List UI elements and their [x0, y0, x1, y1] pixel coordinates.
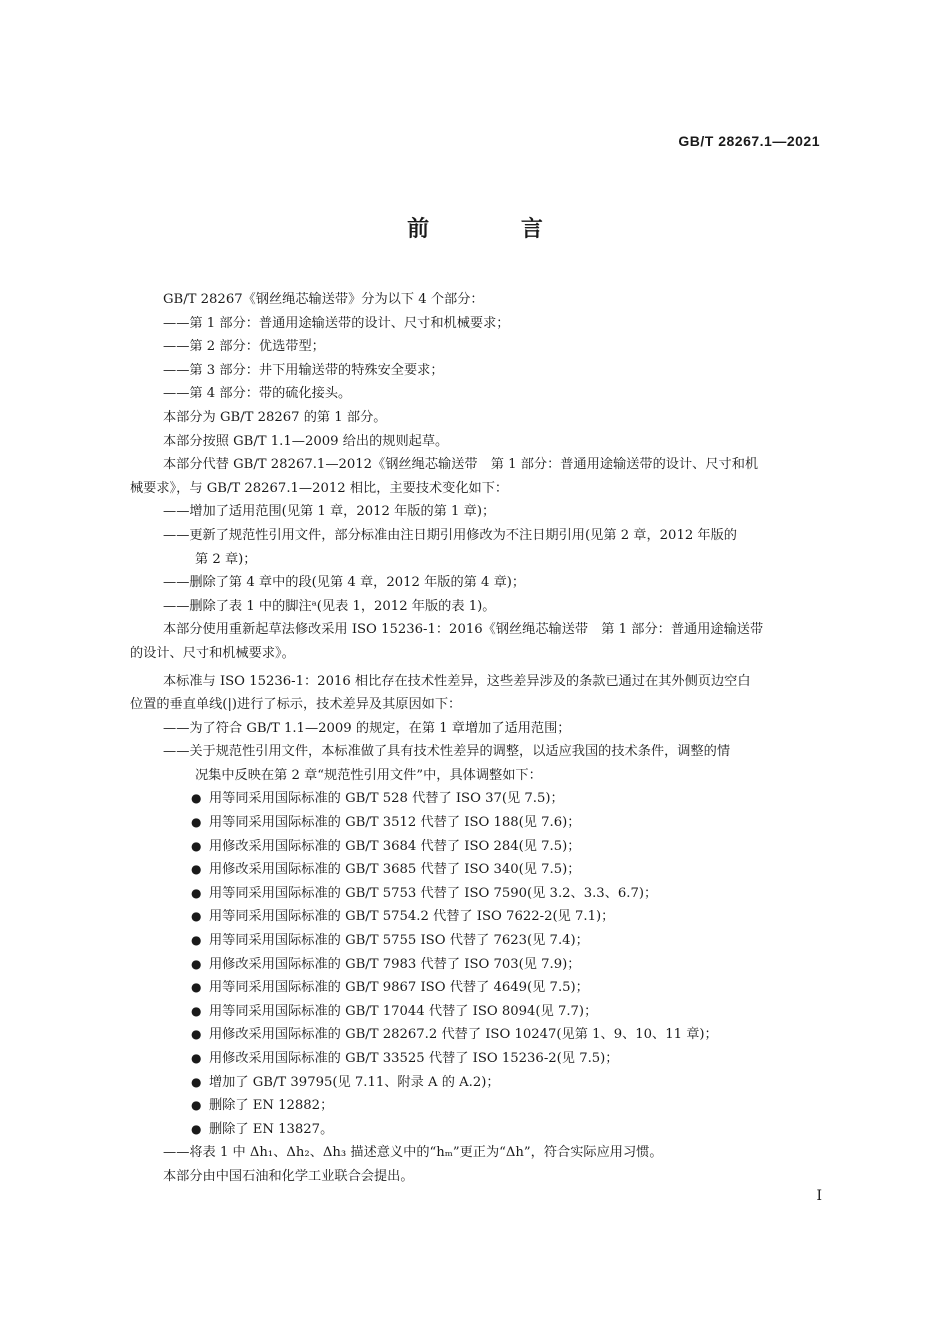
bullet-icon: ● — [191, 815, 202, 830]
bullet-icon: ● — [191, 980, 202, 995]
list-item: ● 增加了 GB/T 39795(见 7.11、附录 A 的 A.2)； — [130, 1071, 822, 1095]
paragraph-part-scope: 本部分为 GB/T 28267 的第 1 部分。 — [163, 409, 387, 425]
list-item: ● 用修改采用国际标准的 GB/T 3684 代替了 ISO 284(见 7.5)； — [130, 835, 822, 859]
list-item-part-3: ——第 3 部分：井下用输送带的特殊安全要求； — [163, 362, 444, 378]
paragraph-differences-line-1: 本标准与 ISO 15236-1：2016 相比存在技术性差异，这些差异涉及的条款已通过在其外侧页边空白 — [163, 673, 751, 689]
list-item-difference-2-line-2: 况集中反映在第 2 章“规范性引用文件”中，具体调整如下： — [195, 767, 542, 783]
page-number: I — [816, 1188, 822, 1204]
bullet-icon: ● — [191, 1003, 202, 1018]
paragraph-drafting-rules: 本部分按照 GB/T 1.1—2009 给出的规则起草。 — [163, 433, 449, 449]
list-item: ● 用等同采用国际标准的 GB/T 5753 代替了 ISO 7590(见 3.2、3.3、6.7)； — [130, 882, 822, 906]
bullet-icon: ● — [191, 885, 202, 900]
list-item: ● 用等同采用国际标准的 GB/T 5755 ISO 代替了 7623(见 7.4)； — [130, 929, 822, 953]
paragraph-proposed-by: 本部分由中国石油和化学工业联合会提出。 — [163, 1168, 414, 1184]
list-item-change-1: ——增加了适用范围(见第 1 章，2012 年版的第 1 章)； — [163, 504, 496, 520]
list-item-part-4: ——第 4 部分：带的硫化接头。 — [163, 386, 352, 402]
bullet-icon: ● — [191, 1121, 202, 1136]
bullet-icon: ● — [191, 862, 202, 877]
bullet-icon: ● — [191, 933, 202, 948]
list-item: ● 用修改采用国际标准的 GB/T 7983 代替了 ISO 703(见 7.9)； — [130, 953, 822, 977]
list-item-change-4: ——删除了表 1 中的脚注ᵃ(见表 1，2012 年版的表 1)。 — [163, 598, 496, 614]
list-item-difference-1: ——为了符合 GB/T 1.1—2009 的规定，在第 1 章增加了适用范围； — [163, 720, 571, 736]
bullet-icon: ● — [191, 1051, 202, 1065]
paragraph-differences-line-2: 位置的垂直单线(|)进行了标示，技术差异及其原因如下： — [130, 697, 462, 713]
list-item: ● 用等同采用国际标准的 GB/T 9867 ISO 代替了 4649(见 7.5)； — [130, 976, 822, 1000]
list-item: ● 用等同采用国际标准的 GB/T 528 代替了 ISO 37(见 7.5)； — [130, 787, 822, 811]
list-item-difference-3: ——将表 1 中 Δh₁、Δh₂、Δh₃ 描述意义中的“hₘ”更正为“Δh”，符合实际应用习惯。 — [163, 1145, 663, 1161]
list-item-part-1: ——第 1 部分：普通用途输送带的设计、尺寸和机械要求； — [163, 315, 510, 331]
list-item: ● 用修改采用国际标准的 GB/T 28267.2 代替了 ISO 10247(见第 1、9、10、11 章)； — [130, 1023, 822, 1047]
list-item-difference-2-line-1: ——关于规范性引用文件，本标准做了具有技术性差异的调整，以适应我国的技术条件，调整的情 — [163, 744, 731, 760]
bullet-list — [130, 787, 822, 1141]
bullet-icon: ● — [191, 956, 202, 971]
list-item: ● 用修改采用国际标准的 GB/T 33525 代替了 ISO 15236-2(见 7.5)； — [130, 1047, 822, 1071]
bullet-icon: ● — [191, 909, 202, 924]
page-title: 前 言 — [407, 217, 585, 242]
paragraph-replaces-line-1: 本部分代替 GB/T 28267.1—2012《钢丝绳芯输送带 第 1 部分：普通用途输送带的设计、尺寸和机 — [163, 457, 759, 473]
list-item: ● 用等同采用国际标准的 GB/T 17044 代替了 ISO 8094(见 7.7)； — [130, 1000, 822, 1024]
paragraph-replaces-line-2: 械要求》，与 GB/T 28267.1—2012 相比，主要技术变化如下： — [130, 480, 509, 496]
paragraph-adoption-line-1: 本部分使用重新起草法修改采用 ISO 15236-1：2016《钢丝绳芯输送带 第 1 部分：普通用途输送带 — [163, 622, 764, 638]
bullet-icon: ● — [191, 1027, 202, 1042]
list-item-change-3: ——删除了第 4 章中的段(见第 4 章，2012 年版的第 4 章)； — [163, 575, 526, 591]
paragraph-adoption-line-2: 的设计、尺寸和机械要求》。 — [130, 645, 295, 661]
bullet-icon: ● — [191, 1074, 202, 1089]
list-item-part-2: ——第 2 部分：优选带型； — [163, 339, 325, 355]
list-item-change-2-line-2: 第 2 章)； — [195, 551, 257, 567]
list-item: ● 用等同采用国际标准的 GB/T 5754.2 代替了 ISO 7622-2(见 7.1)； — [130, 905, 822, 929]
list-item: ● 用等同采用国际标准的 GB/T 3512 代替了 ISO 188(见 7.6)； — [130, 811, 822, 835]
document-body — [130, 288, 822, 1189]
list-item: ● 用修改采用国际标准的 GB/T 3685 代替了 ISO 340(见 7.5)； — [130, 858, 822, 882]
list-item: ● 删除了 EN 13827。 — [130, 1118, 822, 1142]
list-item-change-2-line-1: ——更新了规范性引用文件，部分标准由注日期引用修改为不注日期引用(见第 2 章，2012 年版的 — [163, 527, 737, 543]
bullet-icon: ● — [191, 1098, 202, 1113]
standard-number: GB/T 28267.1—2021 — [678, 133, 820, 149]
list-item: ● 删除了 EN 12882； — [130, 1094, 822, 1118]
paragraph-parts-intro: GB/T 28267《钢丝绳芯输送带》分为以下 4 个部分： — [163, 292, 484, 307]
bullet-icon: ● — [191, 791, 202, 806]
bullet-icon: ● — [191, 838, 202, 853]
